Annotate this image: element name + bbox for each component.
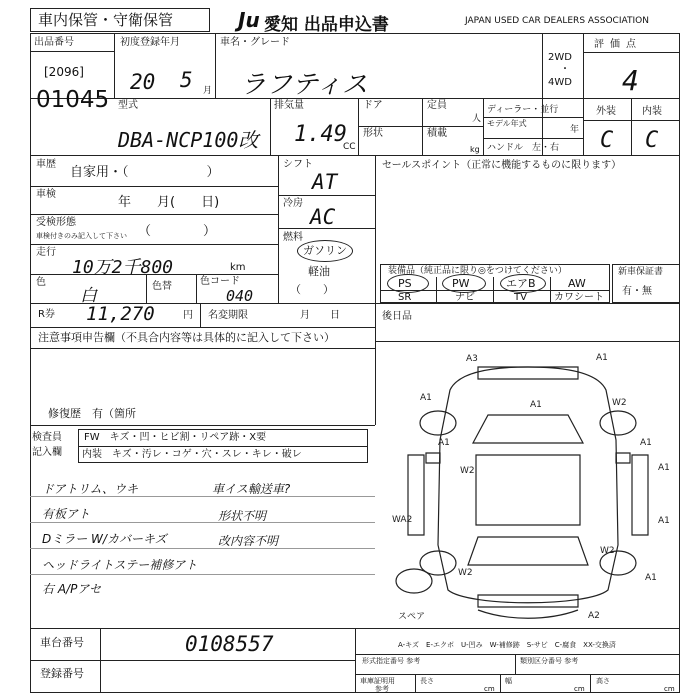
eval-label: 評価点 — [594, 39, 642, 50]
note-line-1: ドアトリム、ウキ — [42, 482, 139, 496]
note-right-2: 形状不明 — [218, 509, 267, 523]
capacity-label: 定員 — [427, 100, 447, 111]
model-name: ラフティス — [240, 70, 368, 100]
entry-label: 記入欄 — [32, 447, 62, 458]
lot-number-label: 出品番号 — [34, 37, 74, 48]
sales-point-label: セールスポイント（正常に機能するものに限ります） — [382, 160, 622, 171]
color-code-value: 040 — [226, 287, 254, 305]
fuel-gas: ガソリン — [303, 244, 347, 257]
drive-2wd: 2WD — [548, 52, 572, 63]
exterior-label: 外装 — [596, 106, 616, 117]
equip-ps: PS — [398, 277, 412, 290]
mark-a1-rear-right: A1 — [645, 573, 657, 583]
mark-a1-left: A1 — [420, 393, 432, 403]
fuel-diesel: 軽油 — [308, 265, 330, 278]
header-title-left: 車内保管・守衛保管 — [38, 11, 174, 29]
condition-label: 受検形態 — [36, 217, 76, 228]
history-label: 車歴 — [36, 159, 56, 170]
ref-label: 参考 — [375, 685, 389, 693]
displacement-value: 1.49 — [294, 122, 347, 147]
mark-a1-hood: A1 — [530, 400, 542, 410]
color-change-label: 色替 — [152, 281, 172, 292]
ac-value: AC — [310, 205, 336, 229]
condition-sub: 車検付きのみ記入して下さい — [36, 232, 127, 240]
equip-pw-circle — [442, 274, 486, 293]
warranty-label: 新車保証書 — [618, 267, 664, 277]
warranty-value: 有・無 — [622, 286, 652, 297]
fuel-gas-circle — [297, 240, 353, 262]
cm-unit-1: cm — [484, 685, 495, 693]
interior-grade: C — [645, 128, 659, 153]
r-label: R券 — [38, 309, 55, 320]
repair-label: 修復歴 有（箇所 — [48, 407, 136, 420]
fuel-label: 燃料 — [283, 232, 303, 243]
inspection-label: 車検 — [36, 189, 56, 200]
mark-a3: A3 — [466, 354, 478, 364]
height-label: 高さ — [596, 677, 610, 685]
mark-w2-rear-left: W2 — [458, 568, 473, 578]
equip-ps-circle — [387, 274, 429, 293]
note-right-1: 車イス輸送車? — [212, 482, 291, 496]
model-year-label: モデル年式 — [487, 119, 527, 128]
color-code-label: 色コード — [200, 276, 240, 287]
ac-label: 冷房 — [283, 198, 303, 209]
equip-label: 装備品（純正品に限り◎をつけてください） — [388, 266, 567, 276]
spare-label: スペア — [398, 612, 426, 622]
lot-number: 01045 — [36, 87, 110, 113]
cert-size-label: 形式指定番号 参考 — [362, 657, 421, 665]
mark-a2: A2 — [588, 611, 600, 621]
mark-wa2: WA2 — [392, 515, 413, 525]
name-change-label: 名変期限 — [208, 310, 248, 321]
mark-a1-front-right: A1 — [640, 438, 652, 448]
interior-row: 内装 キズ・汚レ・コゲ・穴・スレ・キレ・破レ — [82, 449, 302, 460]
mark-w2-left: W2 — [460, 466, 475, 476]
chassis-value: 0108557 — [185, 632, 274, 656]
car-diagram — [378, 345, 678, 625]
width-label: 幅 — [505, 677, 512, 685]
vehicle-reg-label: 車庫証明用 — [360, 677, 395, 685]
model-label: 車名・グレード — [220, 37, 290, 48]
equip-navi: ナビ — [455, 292, 475, 303]
interior-label: 内装 — [642, 106, 662, 117]
note-right-3: 改内容不明 — [218, 534, 279, 548]
inspector-label: 検査員 — [32, 432, 62, 443]
header-title-main: 愛知 出品申込書 — [264, 15, 389, 35]
history-value: 自家用・（ ） — [70, 165, 220, 180]
first-reg-label: 初度登録年月 — [120, 37, 180, 48]
mark-a1-front-left: A1 — [438, 438, 450, 448]
diagram-legend: A-キズ E-エクボ U-凹み W-補修跡 S-サビ C-腐食 XX-交換済 — [398, 641, 616, 649]
r-value: 11,270 — [86, 303, 155, 325]
shape-label: 形状 — [363, 128, 383, 139]
mark-a1-right-mid: A1 — [658, 516, 670, 526]
cc-unit: CC — [343, 142, 356, 152]
note-line-2: 有板アト — [42, 507, 91, 521]
type-label: 型式 — [118, 100, 138, 111]
name-change-value: 月 日 — [300, 310, 340, 321]
person-unit: 人 — [472, 114, 482, 124]
length-label: 長さ — [420, 677, 434, 685]
month-unit: 月 — [203, 86, 213, 96]
color-value: 白 — [80, 286, 97, 306]
fw-row: FW キズ・凹・ヒビ割・リペア跡・X要 — [84, 432, 267, 443]
kg-unit: kg — [470, 145, 480, 154]
mark-a1-right: A1 — [658, 463, 670, 473]
mark-w2-front-right: W2 — [612, 398, 627, 408]
ju-logo: Ju — [238, 8, 260, 32]
km-unit: km — [230, 262, 246, 273]
mark-w2-trunk: W2 — [600, 546, 615, 556]
yen-unit: 円 — [183, 310, 193, 321]
equip-airbag: エアB — [506, 277, 536, 290]
equip-sr: SR — [398, 292, 412, 303]
equip-airbag-circle — [500, 274, 546, 293]
reg-year: 20 — [130, 70, 156, 94]
note-line-3: Dミラー W/カバーキズ — [42, 532, 167, 546]
load-label: 積載 — [427, 128, 447, 139]
chassis-label: 車台番号 — [40, 636, 84, 649]
equip-pw: PW — [452, 277, 470, 290]
shift-value: AT — [312, 170, 338, 194]
attach-label: 後日品 — [382, 311, 412, 322]
mileage-value: 10万2千800 — [72, 257, 174, 278]
header-title-en: JAPAN USED CAR DEALERS ASSOCIATION — [465, 16, 649, 26]
note-line-4: ヘッドライトステー補修アト — [42, 558, 198, 572]
cm-unit-2: cm — [574, 685, 585, 693]
note-line-5: 右 A/Pアセ — [42, 582, 102, 596]
type-value: DBA-NCP100改 — [118, 128, 259, 152]
drive-4wd: 4WD — [548, 77, 572, 88]
dealer-label: ディーラー・並行 — [487, 105, 559, 115]
equip-aw: AW — [568, 277, 586, 290]
exterior-grade: C — [600, 128, 614, 153]
mark-a1-top: A1 — [596, 353, 608, 363]
notice-label: 注意事項申告欄（不具合内容等は具体的に記入して下さい） — [38, 331, 335, 344]
mileage-label: 走行 — [36, 247, 56, 258]
reg-month: 5 — [180, 68, 193, 92]
lot-code: [2096] — [44, 65, 84, 79]
cm-unit-3: cm — [664, 685, 675, 693]
handle-label: ハンドル 左・右 — [487, 143, 560, 153]
condition-value: （ ） — [138, 224, 217, 239]
equip-seat: カワシート — [554, 292, 604, 303]
year-unit: 年 — [570, 125, 580, 135]
displacement-label: 排気量 — [274, 100, 304, 111]
reg-number-label: 登録番号 — [40, 667, 84, 680]
class-label: 類別区分番号 参考 — [520, 657, 579, 665]
inspection-value: 年 月( 日) — [118, 195, 220, 210]
shift-label: シフト — [283, 159, 313, 170]
equip-tv: TV — [514, 292, 527, 303]
eval-score: 4 — [622, 64, 639, 97]
color-label: 色 — [36, 277, 46, 288]
door-label: ドア — [363, 100, 383, 111]
fuel-other: （ ） — [290, 283, 334, 296]
